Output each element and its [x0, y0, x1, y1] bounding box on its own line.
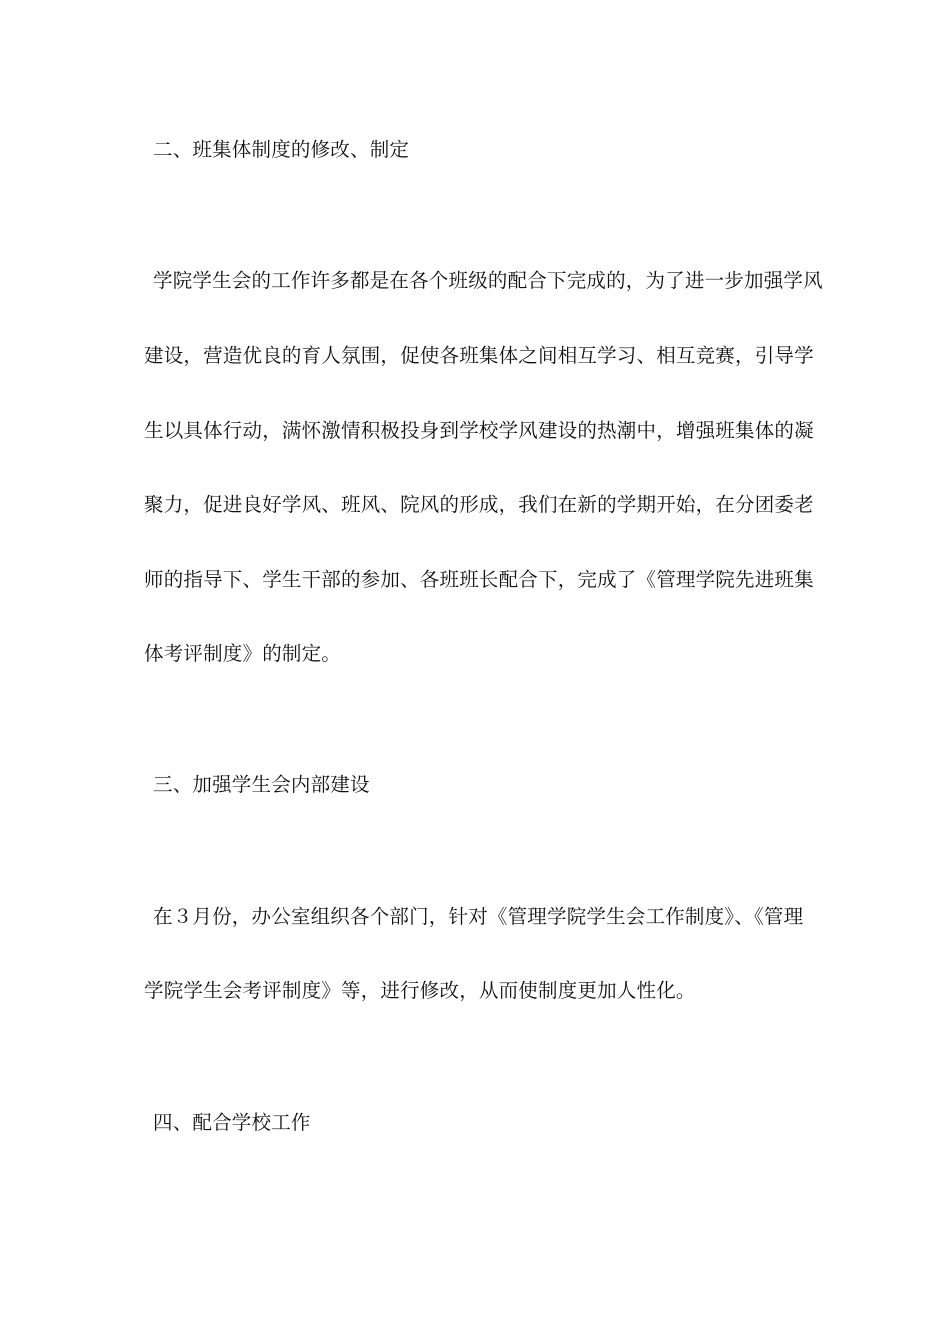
- paragraph-line: 师的指导下、学生干部的参加、各班班长配合下，完成了《管理学院先进班集: [144, 568, 814, 591]
- paragraph-line: 聚力，促进良好学风、班风、院风的形成，我们在新的学期开始，在分团委老: [144, 493, 814, 516]
- paragraph-line: 体考评制度》的制定。: [144, 642, 342, 665]
- paragraph-line: 在３月份，办公室组织各个部门，针对《管理学院学生会工作制度》、《管理: [153, 905, 804, 928]
- paragraph-line: 学院学生会考评制度》等，进行修改，从而使制度更加人性化。: [144, 979, 696, 1002]
- paragraph-line: 建设，营造优良的育人氛围，促使各班集体之间相互学习、相互竞赛，引导学: [144, 344, 814, 367]
- section-heading-3: 三、加强学生会内部建设: [153, 773, 370, 796]
- section-heading-4: 四、配合学校工作: [153, 1111, 311, 1134]
- paragraph-line: 生以具体行动，满怀激情积极投身到学校学风建设的热潮中，增强班集体的凝: [144, 419, 814, 442]
- paragraph-line: 学院学生会的工作许多都是在各个班级的配合下完成的，为了进一步加强学风: [153, 269, 823, 292]
- section-heading-2: 二、班集体制度的修改、制定: [153, 138, 410, 161]
